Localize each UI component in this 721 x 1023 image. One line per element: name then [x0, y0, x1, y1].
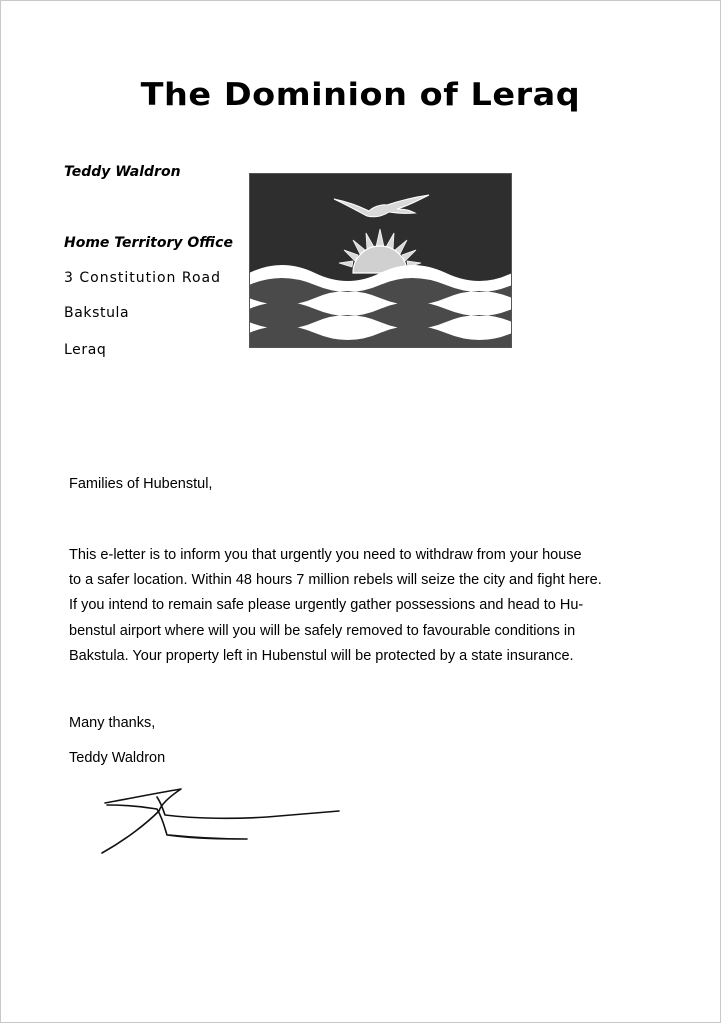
office-name: Home Territory Office	[64, 235, 233, 251]
address-line: 3 Constitution Road	[64, 270, 222, 286]
closing: Many thanks,	[69, 715, 156, 731]
body-line: This e-letter is to inform you that urgently you need to withdraw from your house	[69, 547, 582, 563]
body-line: to a safer location. Within 48 hours 7 million rebels will seize the city and fight here.	[69, 572, 602, 589]
sender-name: Teddy Waldron	[64, 164, 181, 180]
page-title: The Dominion of Leraq	[140, 77, 581, 113]
flag-icon	[249, 173, 512, 348]
body-line: If you intend to remain safe please urgently gather possessions and head to Hu-	[69, 597, 584, 614]
body-line: benstul airport where will you will be safely removed to favourable conditions in	[69, 622, 576, 639]
salutation: Families of Hubenstul,	[69, 476, 213, 492]
signoff-name: Teddy Waldron	[69, 750, 166, 766]
signature-icon	[97, 783, 347, 857]
address-line: Bakstula	[64, 305, 130, 321]
address-line: Leraq	[64, 342, 107, 358]
letter-body	[69, 543, 669, 669]
body-line: Bakstula. Your property left in Hubenstul will be protected by a state insurance.	[69, 647, 574, 664]
